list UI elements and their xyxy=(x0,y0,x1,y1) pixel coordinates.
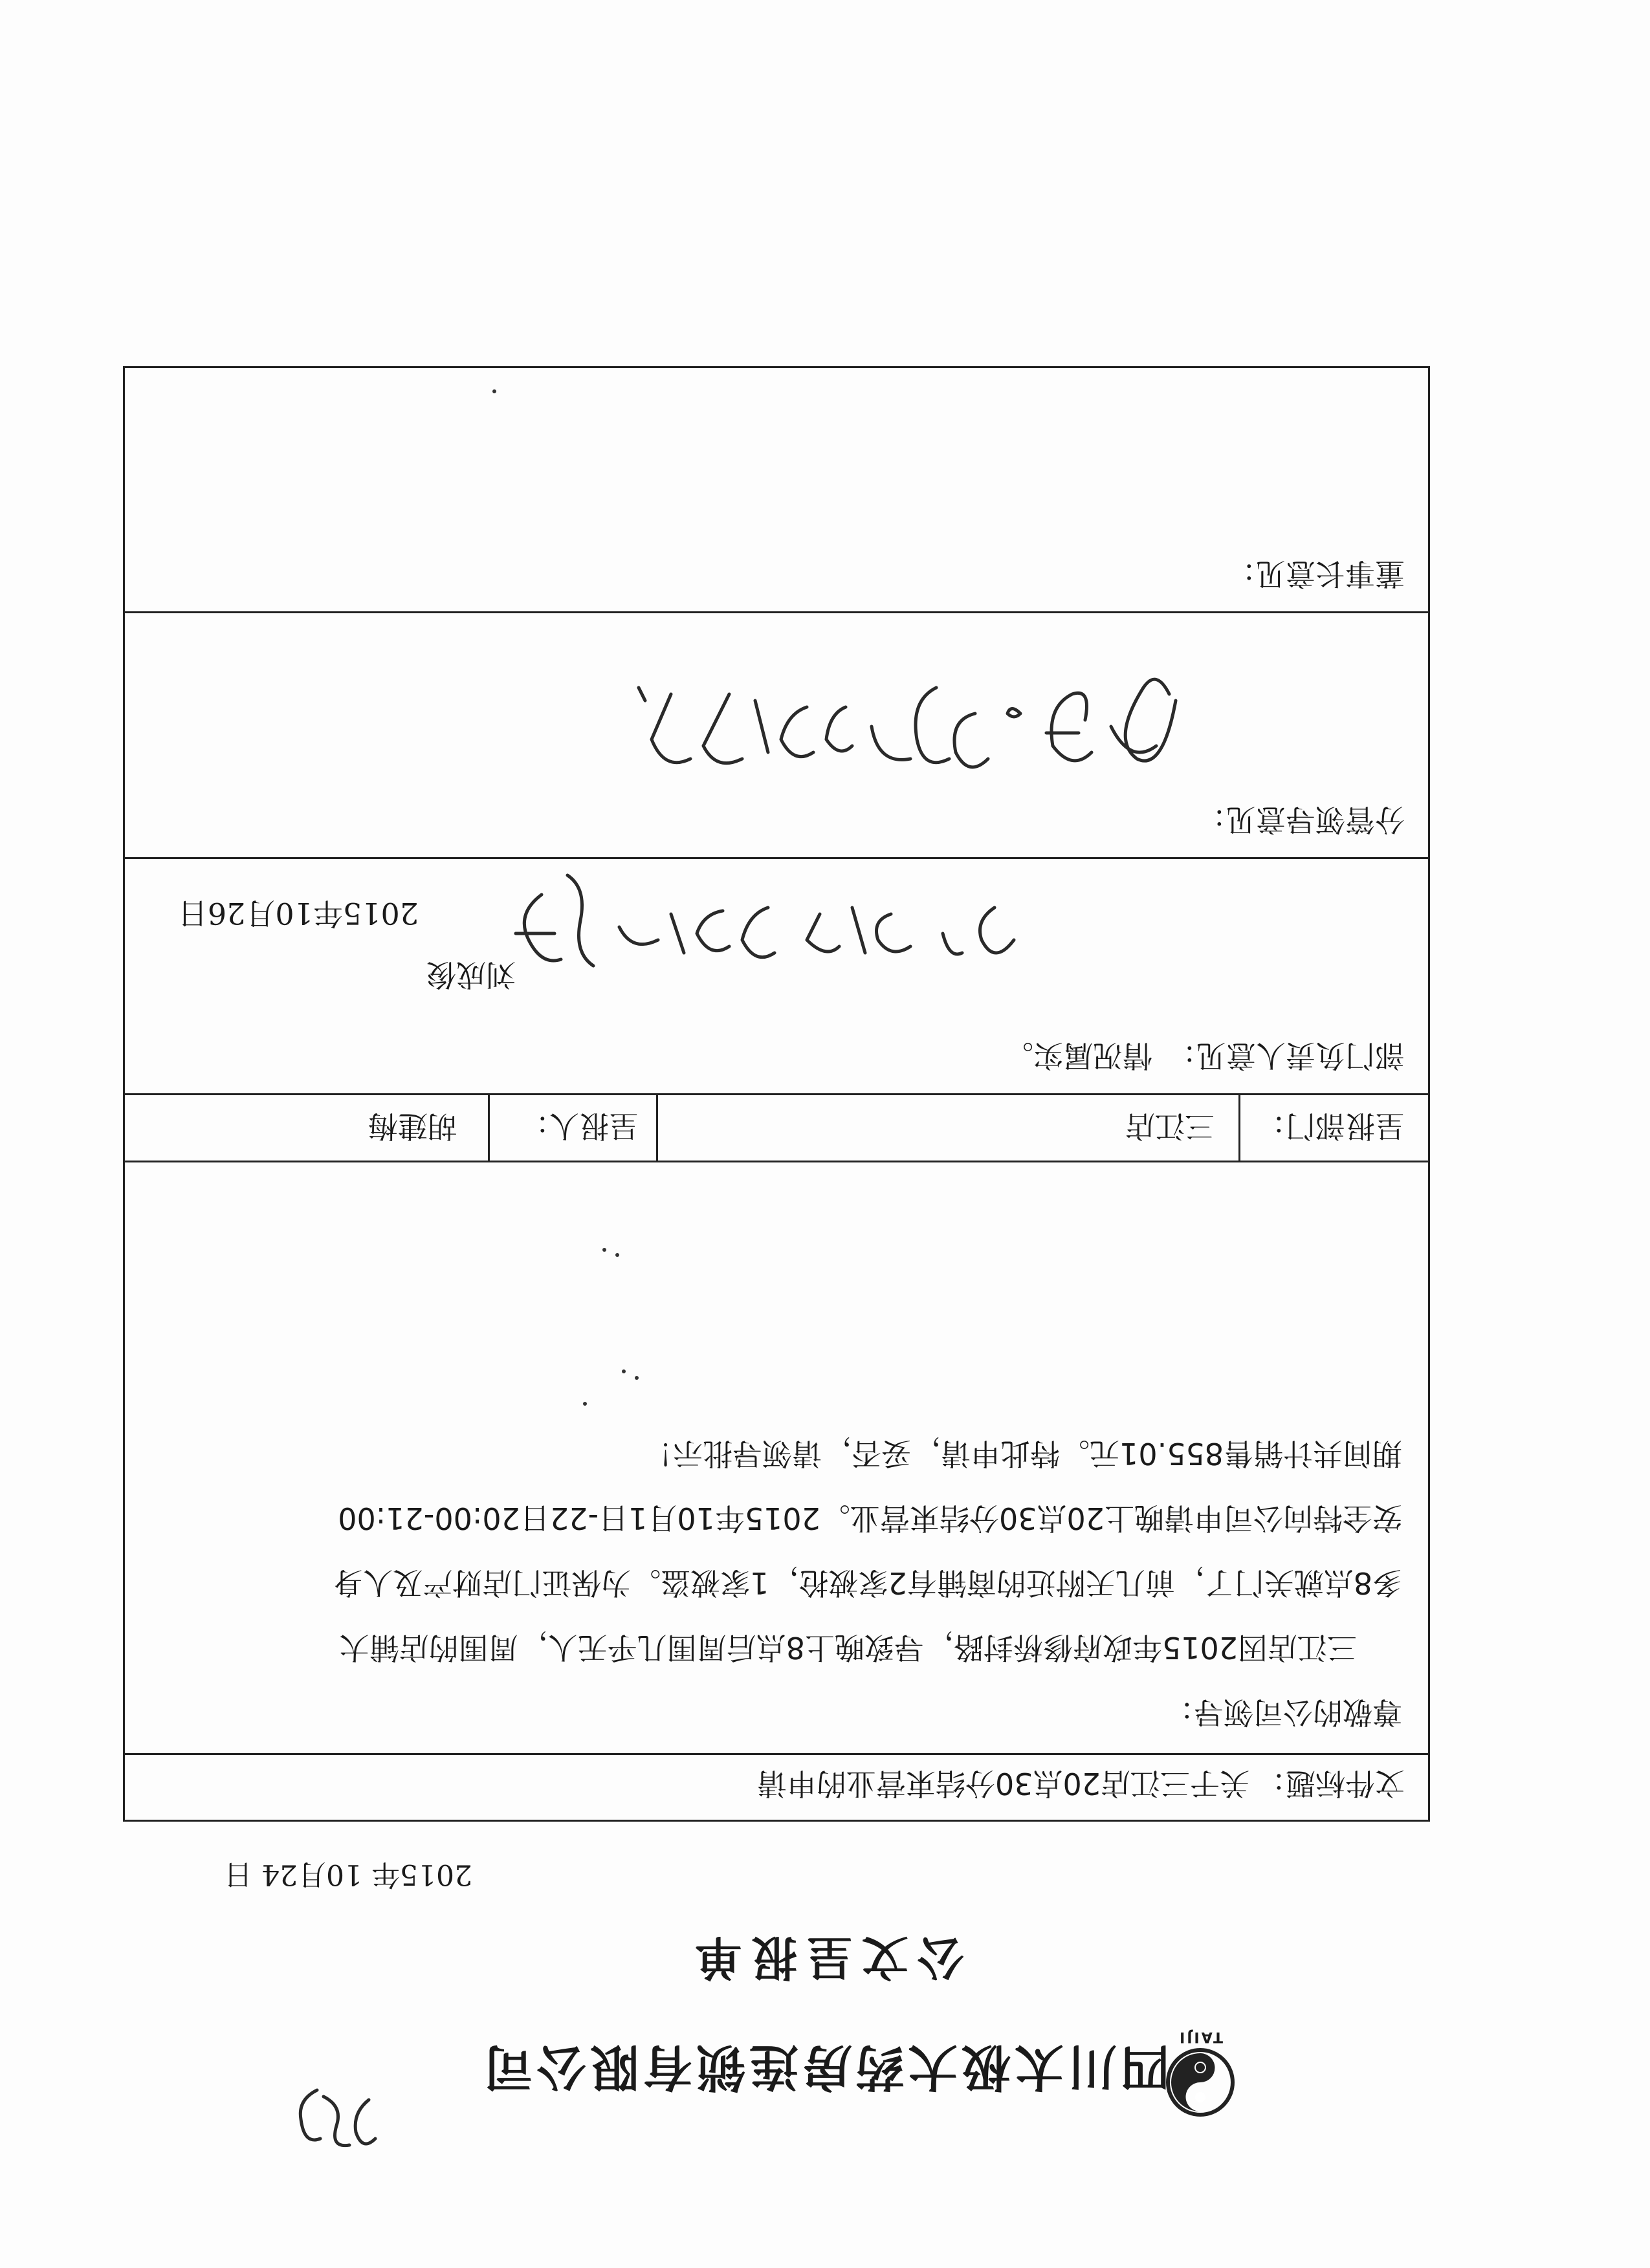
dept-value: 三江店 xyxy=(1125,1109,1215,1144)
chairman-label: 董事长意见： xyxy=(1226,556,1405,591)
logo-text: TAIJI xyxy=(1178,2029,1223,2045)
subject-label: 文件标题： xyxy=(1256,1766,1405,1801)
dept-head-name: 刘成俊 xyxy=(426,957,516,992)
submitter-value: 胡建梅 xyxy=(368,1109,457,1144)
subject-value: 关于三江店20点30分结束营业的申请 xyxy=(756,1766,1249,1801)
branch-leader-label: 分管领导意见： xyxy=(1196,802,1405,837)
body-line: 多8点就关门了，前几天附近的商铺有2家被抢，1家被盗。为保证门店财产及人身 xyxy=(333,1565,1402,1600)
body-salutation: 尊敬的公司领导： xyxy=(1164,1695,1402,1730)
scan-speck xyxy=(492,389,496,393)
handwritten-note-approve xyxy=(503,869,1020,979)
dept-head-label: 部门负责人意见： xyxy=(1167,1038,1405,1073)
dept-head-opinion: 情况属实。 xyxy=(1004,1038,1152,1073)
form-table xyxy=(123,366,1430,1822)
dept-label: 呈报部门： xyxy=(1256,1109,1405,1144)
dept-head-date: 2015年10月26日 xyxy=(177,896,419,931)
submitter-label: 呈报人： xyxy=(520,1109,639,1144)
handwritten-note-agree-date xyxy=(626,655,1182,798)
document-date: 2015年 10月24 日 xyxy=(224,1858,472,1891)
body-line: 安全特向公司申请晚上20点30分结束营业。2015年10月1日-22日20:00-21:00 xyxy=(338,1501,1402,1536)
body-line: 期间共计销售855.01元。特此申请，妥否，请领导批示！ xyxy=(643,1436,1402,1471)
body-line: 三江店因2015年政府修桥封路，导致晚上8点后周围几乎无人，周围的店铺大 xyxy=(339,1630,1357,1665)
form-title: 公文呈报单 xyxy=(686,1930,965,1985)
company-name: 四川太极大药房连锁有限公司 xyxy=(480,2038,1170,2096)
